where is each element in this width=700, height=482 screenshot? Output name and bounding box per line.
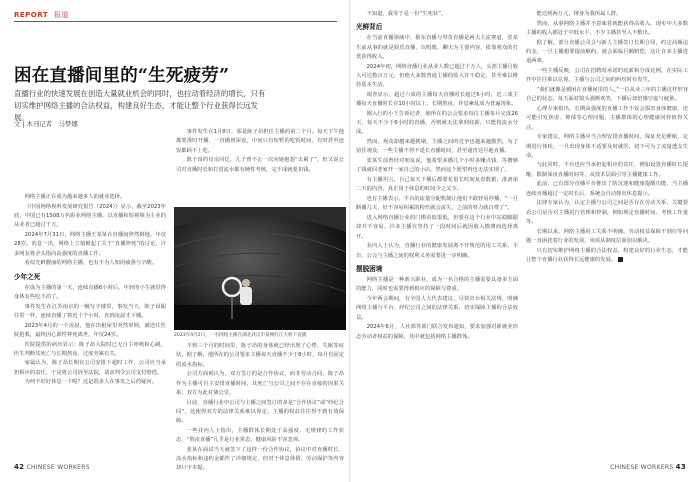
paragraph: 《中国网络视听发展研究报告（2024）》显示，截至2023年底，中国已有1508万名职业网络主播，以直播和短视频为主业的从业者已超过千万。 [14,203,166,229]
footer-right [610,463,686,471]
paragraph: 事件发生在江苏南京的一幢写字楼里，事发当天，陈子昂跟往常一样，连续直播了将近十个小时，直到凌晨才下播。 [14,303,166,319]
paragraph: 为何不好好休息一下呢？这是很多人在事发之后的疑问。 [24,379,158,386]
subheading-behind-glamour: 光鲜背后 [356,23,383,32]
paragraph: 专家建议，网络主播应当合理安排直播时间，保证充足睡眠，定期进行体检，一旦出现身体不适要及时就医，切不可为了流量透支生命。 [526,134,688,159]
subheading-escape-plight: 摆脱困境 [356,264,383,273]
closing-paragraph-text: 只有切实维护网络主播的合法权益，构建良好的行业生态，才能让整个直播行业获得长远健康的发展。 [526,247,688,264]
magazine-name-right: CHINESE WORKERS [610,464,674,471]
paragraph: 据了解，部分直播公司会与新人主播签订长期合同，约定高额违约金，一旦主播想要提前解约，就会面临巨额赔偿，这让许多主播进退两难。 [526,39,688,65]
paragraph: 事件发生在1月8日，那是陈子昂担任主播的第二个月。每天下午他都要准时开播，一直播到深夜，中间只有短暂的吃饭时间，有时甚至连饭都顾不上吃。 [176,129,344,154]
end-of-article-icon [618,257,623,262]
paragraph: 陈子昂的母亲回忆，儿子曾不止一次向她抱怨“太累了”，但又说公司对直播时长和打赏流水都有硬性考核，完不成就要扣钱。 [176,157,344,173]
paragraph: 网络主播正在成为越来越多人的就业选择。 [24,194,126,200]
section-rule [14,21,337,22]
article-photo [174,207,346,330]
article-byline: 文 | 本刊记者 马梦娜 [14,120,78,128]
paragraph: 然而，从事网络主播并不意味着就能获得高收入，现实中大多数主播的收入都处于中低水平，不少主播甚至入不敷出。 [526,20,688,36]
paragraph: 不到三个月的时间里，陈子昂的身体就已经出现了心悸、失眠等症状。据了解，他所在的公司要求主播每天直播不少于8小时，每月有固定的流水指标。 [176,343,344,368]
paragraph: 公司方面则认为，双方签订的是合作协议，而非劳动合同，陈子昂作为主播可自主安排直播时间，其死亡与公司之间不存在直接的因果关系，双方为此对簿公堂。 [176,371,344,396]
paragraph: 在当前直播领域中，据东直播与带货直播是两大主流赛道，张某生前从事的就是娱乐直播，以唱歌、聊天为主要内容，依靠观众的打赏获得收入。 [356,35,518,60]
subheading-teen-death: 少年之死 [14,272,41,281]
paragraph: 法律专家认为，认定主播与公司之间是否存在劳动关系，关键要看公司是否对主播进行管理和控制，例如规定直播时间、考核工作量等。 [526,200,688,226]
magazine-name-left: CHINESE WORKERS [26,464,90,471]
paragraph: 能达到两万元，撑身为我所属人群。 [536,11,622,17]
paragraph: 在成为主播的第一天，连续直播6小时后，年轻的小生就觉得身体有些吃不消了。 [14,284,166,300]
paragraph: 看似光鲜靓丽的网络主播，也有不为人知的疲惫与辛酸。 [24,260,158,267]
paragraph: 有主播坦言，自己每天下播后都要花很长时间复盘数据、准备第二天的内容，真正用于休息的时间少之又少。 [356,177,518,193]
paragraph: 2024年6月，人社部等部门联合发布通知，要求加强对新就业形态劳动者权益的保障，其中就包括网络主播群体。 [356,324,518,340]
paragraph: 目前，直播行业中公司与主播之间签订的多是“合作协议”或“经纪合同”，这使得双方的法律关系难以界定，主播的权益往往得不到有效保障。 [176,399,344,425]
footer-left [14,463,90,471]
article-headline: 困在直播间里的“生死疲劳” [14,66,230,86]
paragraph: 2024年初，网络直播行业从业人数已超过千万人，头部主播月收入可达数百万元，但绝大多数普通主播的收入并不稳定，甚至难以维持基本生活。 [356,63,518,89]
section-tag-cn: 报道 [53,11,69,19]
page-gutter [349,0,351,482]
paragraph: 长期以来，网络主播用工关系不明确、劳动权益保障不到位等问题一直困扰着行业的发展，亟需从制度层面加以解决。 [526,228,688,245]
paragraph: 网络主播是一种新兴职业，成为一名合格的主播需要具备多方面的能力，同时也需要得到相应的保障与尊重。 [356,276,518,293]
paragraph: 与此同时，平台也应当承担起相应的责任，例如设置直播时长提醒、限制深夜直播时间等，从技术层面引导主播健康工作。 [526,162,688,178]
paragraph: “我们就像是被困在直播间里的人。”一位从业三年的主播这样形容自己的状态，每天面对镜头强颜欢笑，下播后却倍感空虚与疲惫。 [526,86,688,103]
paragraph: 家属认为，陈子昂长期在公司安排下超时工作，公司应当承担相应的责任，于是将公司诉至法院，请求判令公司支付赔偿。 [14,360,166,376]
paragraph: 调查显示，超过六成的主播每天直播时长超过6小时，近三成主播每天直播时长在10小时以上，长期熬夜、作息紊乱成为普遍现象。 [356,91,518,108]
photo-caption: 2023年4月2日，一名网络主播在湖北武汉市某网红江大桥下直播 [174,333,307,338]
livestream-photo-illustration [174,207,346,330]
page-number-right: 43 [675,463,686,471]
section-tag-en: REPORT [14,11,49,19]
text-column-1 [14,193,166,456]
paragraph: 今年两会期间，有全国人大代表建议，尽快出台相关法规，明确网络主播与平台、经纪公司之间的法律关系，切实保障主播的合法权益。 [356,295,518,321]
page-number-left: 42 [14,463,25,471]
text-column-2-bottom [176,342,344,472]
paragraph: 此前，已有部分直播平台推出了防沉迷和健康提醒功能，当主播连续直播超过一定时长后，系统会自动弹出休息提示。 [526,181,688,197]
paragraph: 刚入行的小王告诉记者，她所在的公会要求每位主播每月完成26天、每天不少于6小时的直播，否则就无法拿到底薪，只能按流水分成。 [356,110,518,136]
paragraph: 2024年7月31日，网络主播王某某在直播间猝然倒地，年仅28岁。消息一出，网络上立刻掀起了关于“直播猝死”的讨论，许多网友将矛头指向高强度的直播工作。 [14,231,166,257]
paragraph: 进入网络直播行业的门槛看似很低，但要在这个行业中站稳脚跟却并不容易，许多主播在坚持了一段时间后就因收入微薄而选择离开。 [356,215,518,240]
col1-intro [14,193,166,269]
paragraph: 2023年4月的一个凌晨，他在出租屋里突然晕倒，被送往医院抢救，最终因心源性猝死离世，年仅24岁。 [14,322,166,338]
paragraph: 张某生前曾经对朋友说，他希望多播几个小时多赚点钱，等攒够了钱就回老家开一家自己的小店，然而这个愿望再也无法实现了。 [356,158,518,174]
text-column-3 [356,10,518,456]
paragraph [526,247,688,266]
paragraph: 一些主播反映，公司在招聘时承诺的底薪和分成比例，在实际工作中往往难以兑现，主播与公司之间的纠纷时有发生。 [526,67,688,84]
paragraph: 然而，观众却越来越挑剔，主播之间的竞争也越来越激烈。为了留住观众，一些主播不得不延长直播时间，甚至通宵达旦地直播。 [356,139,518,155]
paragraph: 心理专家指出，长期高强度的直播工作不仅会损害身体健康，还可能引发焦虑、抑郁等心理问题，主播群体的心理健康同样值得关注。 [526,105,688,131]
col1-body [14,284,166,388]
paragraph: 医院提供的病历显示：陈子昂入院时已无自主呼吸和心跳，医生判断其死亡与长期熬夜、过度劳累有关。 [14,341,166,357]
text-column-4 [526,10,688,456]
section-tag [14,10,69,20]
paragraph: 不知道，我等于是一份“生死状”。 [366,11,447,17]
paragraph: 业内人士认为，直播行业的健康发展离不开规范的用工关系，平台、公会与主播之间的权利义务需要进一步明确。 [356,243,518,259]
paragraph: 张某在面试当天就签下了这样一份合作协议，协议中对直播时长、流水指标和违约金都作了详细规定，但对于休息休假、劳动保护等内容却只字未提。 [176,446,344,472]
paragraph: 一些业内人士指出，主播群体长期处于高强度、无规律的工作状态，“熬夜直播”几乎是行业常态，健康风险不容忽视。 [176,427,344,444]
paragraph: 也有主播表示，平台的流量分配机制让他们不敢轻易停播，“一旦断播几天，好不容易积累的粉丝就会流失，之前的努力就白费了”。 [356,196,518,212]
text-column-2-top [176,128,344,202]
article-standfirst: 直播行业的快速发展在创造大量就业机会的同时，也拉动着经济的增长，只有切实维护网络主播的合法权益，构建良好生态，才能让整个行业获得长远发展。 [14,89,266,122]
